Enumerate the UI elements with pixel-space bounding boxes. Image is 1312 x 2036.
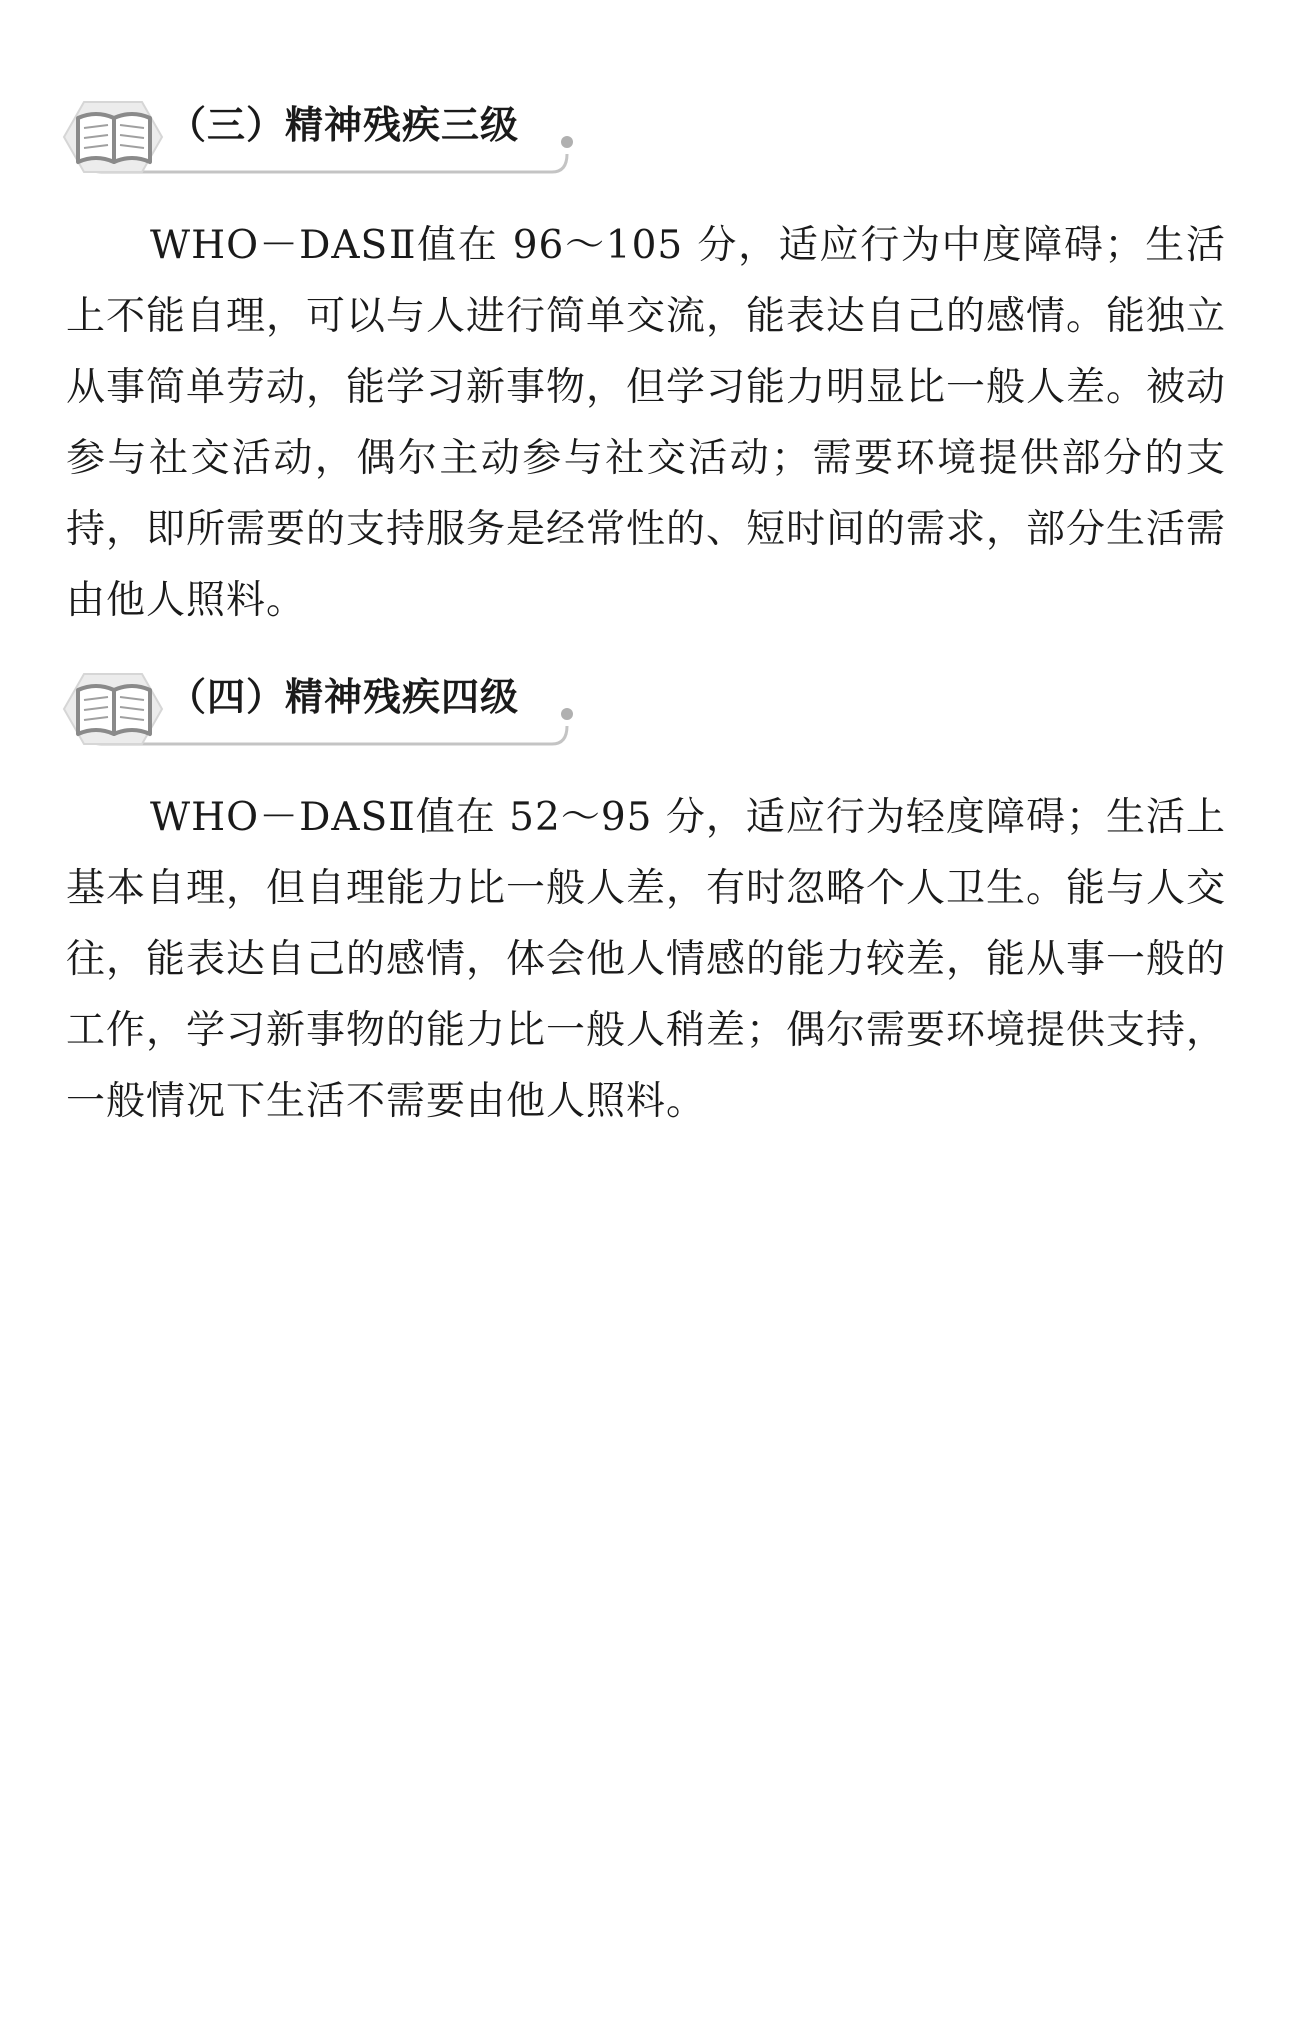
open-book-icon — [72, 108, 156, 168]
section-heading — [0, 92, 1312, 182]
section-heading — [0, 664, 1312, 754]
section-title: （四）精神残疾四级 — [168, 675, 520, 719]
section-title: （三）精神残疾三级 — [168, 103, 520, 147]
section-level-4 — [0, 664, 1312, 1124]
open-book-icon — [72, 680, 156, 740]
section-paragraph: WHO－DASⅡ值在 52～95 分，适应行为轻度障碍；生活上基本自理，但自理能力比一般人差，有时忽略个人卫生。能与人交往，能表达自己的感情，体会他人情感的能力较差，能从事一般的工作，学习新事物的能力比一般人稍差；偶尔需要环境提供支持，一般情况下生活不需要由他人照料。 — [66, 795, 1227, 1124]
section-paragraph: WHO－DASⅡ值在 96～105 分，适应行为中度障碍；生活上不能自理，可以与人进行简单交流，能表达自己的感情。能独立从事简单劳动，能学习新事物，但学习能力明显比一般人差。被动参与社交活动，偶尔主动参与社交活动；需要环境提供部分的支持，即所需要的支持服务是经常性的、短时间的需求，部分生活需由他人照料。 — [66, 223, 1227, 623]
section-level-3 — [0, 92, 1312, 623]
